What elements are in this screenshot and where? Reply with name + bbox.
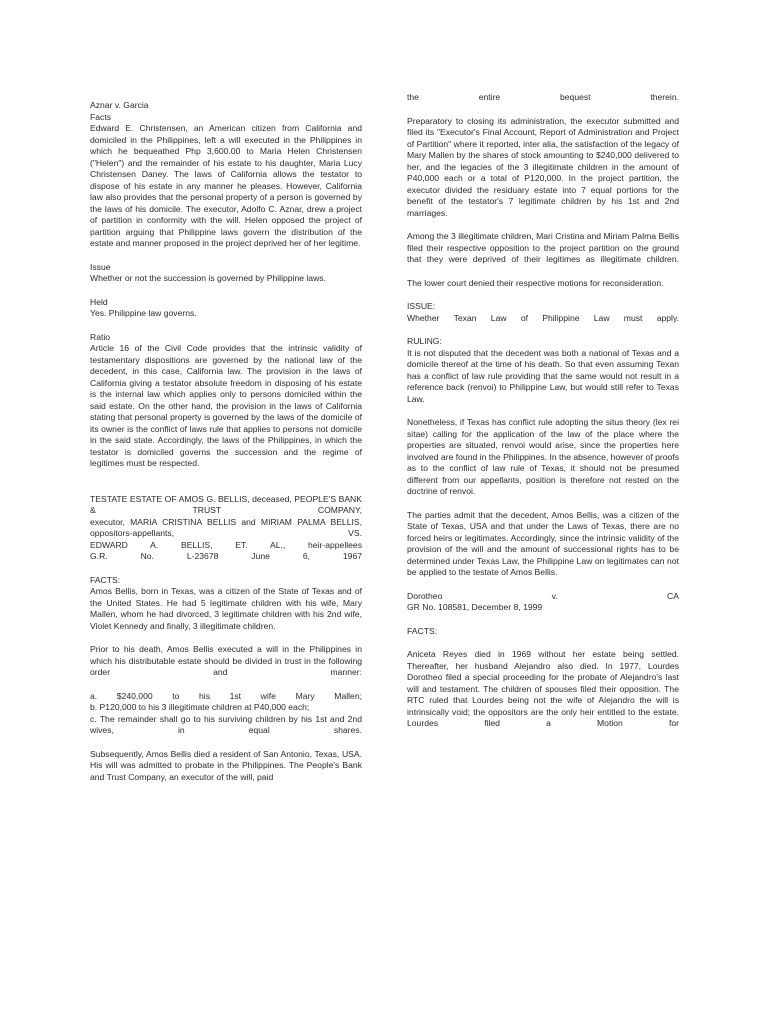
heading-ruling: RULING: xyxy=(407,336,442,346)
list-item-c: c. The remainder shall go to his surviving children by his 1st and 2nd wives, in equal shares. xyxy=(90,713,362,735)
list-item-b: b. P120,000 to his 3 illegitimate children at P40,000 each; xyxy=(90,702,310,712)
heading-held: Held xyxy=(90,296,108,307)
right-column xyxy=(407,92,679,730)
case-caption-line-4: G.R. No. L-23678 June 6, 1967 xyxy=(90,551,362,561)
paragraph-ruling-3: The parties admit that the decedent, Amos Bellis, was a citizen of the State of Texas, USA and that under the Laws of Texas, there are no forced heirs or legitimates. Accordingly, since the intrinsic validity of the provision of the will and the amount of successional rights has to be determined under Texas Law, the Philippine Law on legitimates can not be applied to the testate of Amos Bellis. xyxy=(407,509,679,577)
case-title-dorotheo: Dorotheo v. CA xyxy=(407,590,679,601)
paragraph-subsequently: Subsequently, Amos Bellis died a resident of San Antonio, Texas, USA. His will was admitted to probate in the Philippines. The People's Bank and Trust Company, an executor of the will, paid xyxy=(90,748,362,782)
paragraph-ruling-1: It is not disputed that the decedent was both a national of Texas and a domicile thereof at the time of his death. So that even assuming Texan has a conflict of law rule providing that the same would not result in a reference back (renvoi) to Philippine Law, but would still refer to Texas Law. xyxy=(407,347,679,404)
heading-facts: Facts xyxy=(90,111,112,122)
paragraph-ratio: Article 16 of the Civil Code provides that the intrinsic validity of testamentary dispositions are governed by the national law of the decedent, in this case, California law. The provision in the laws of California giving a testator absolute freedom in disposing of his estate is the internal law which applies only to persons domiciled within the said estate. On the other hand, the provision in the laws of California stating that personal property is governed by the laws of the domicile of its owner is the conflict of laws rule that applies to persons not domicile in the said state. Accordingly, the laws of the Philippines, in which the testator is domiciled governs the succession and the regime of legitimes must be respected. xyxy=(90,343,362,468)
paragraph-lower-court: The lower court denied their respective motions for reconsideration. xyxy=(407,277,664,288)
case-caption-line-3: EDWARD A. BELLIS, ET. AL., heir-appellees xyxy=(90,539,362,550)
paragraph-will-order: Prior to his death, Amos Bellis executed a will in the Philippines in which his distributable estate should be divided in trust in the following order and manner: xyxy=(90,644,362,677)
case-caption-line-1: TESTATE ESTATE OF AMOS G. BELLIS, deceased, PEOPLE'S BANK & TRUST COMPANY, xyxy=(90,493,362,515)
paragraph-dorotheo-facts: Aniceta Reyes died in 1969 without her estate being settled. Thereafter, her husband Alejandro also died. In 1977, Lourdes Dorotheo filed a special proceeding for the probate of Alejandro's last will and testament. The children of spouses filed their opposition. The RTC ruled that Lourdes being not the wife of Alejandro the will is intrinsically void; the oppositors are the only heir entitled to the estate. Lourdes filed a Motion for xyxy=(407,649,679,728)
left-column xyxy=(90,100,362,783)
paragraph-bellis-facts: Amos Bellis, born in Texas, was a citizen of the State of Texas and of the United States. He had 5 legitimate children with his wife, Mary Mallen, whom he had divorced, 3 legitimate children with his 2nd wife, Violet Kennedy and finally, 3 illegitimate children. xyxy=(90,586,362,631)
paragraph-ruling-2: Nonetheless, if Texas has conflict rule adopting the situs theory (lex rei sitae) calling for the application of the law of the place where the properties are situated, renvoi would arise, since the properties here involved are found in the Philippines. In the absence, however of proofs as to the conflict of law rule of Texas, it should not be presumed different from our appellants, position is therefore not rested on the doctrine of renvoi. xyxy=(407,417,679,496)
case-title-aznar: Aznar v. Garcia xyxy=(90,100,149,110)
heading-issue: Issue xyxy=(90,261,111,272)
paragraph-continued: the entire bequest therein. xyxy=(407,92,679,102)
list-item-a: a. $240,000 to his 1st wife Mary Mallen; xyxy=(90,690,362,701)
paragraph-preparatory: Preparatory to closing its administration, the executor submitted and filed its "Executor's Final Account, Report of Administration and Project of Partition" where it reported, inter alia, the satisfaction of the legacy of Mary Mallen by the shares of stock amounting to $240,000 delivered to her, and the legacies of the 3 illegitimate children in the amount of P40,000 each or a total of P120,000. In the project partition, the executor divided the residuary estate into 7 equal portions for the benefit of the testator's 7 legitimate children by his 1st and 2nd marriages. xyxy=(407,115,679,218)
case-gr-number: GR No. 108581, December 8, 1999 xyxy=(407,602,543,612)
paragraph-issue-bellis: Whether Texan Law of Philippine Law must apply. xyxy=(407,312,679,323)
paragraph-illegitimate-opposition: Among the 3 illegitimate children, Mari Cristina and Miriam Palma Bellis filed their respective opposition to the project partition on the ground that they were deprived of their legitimes as illegitimate children. xyxy=(407,231,679,264)
heading-facts-bellis: FACTS: xyxy=(90,574,121,585)
heading-issue-bellis: ISSUE: xyxy=(407,301,436,311)
paragraph-held: Yes. Philippine law governs. xyxy=(90,308,197,318)
paragraph-issue: Whether or not the succession is governed by Philippine laws. xyxy=(90,273,326,283)
heading-ratio: Ratio xyxy=(90,331,111,342)
case-caption-line-2: executor, MARIA CRISTINA BELLIS and MIRIAM PALMA BELLIS, oppositors-appellants, VS. xyxy=(90,516,362,538)
heading-facts-dorotheo: FACTS: xyxy=(407,625,438,636)
paragraph-facts: Edward E. Christensen, an American citizen from California and domiciled in the Philippines, left a will executed in the Philippines in which he bequeathed Php 3,600.00 to Maria Helen Christensen ("Helen") and the remainder of his estate to his daughter, Maria Lucy Christensen Daney. The laws of California allows the testator to dispose of his estate in any manner he pleases. However, California law also provides that the personal property of a person is governed by the laws of his domicile. The executor, Adolfo C. Aznar, drew a project of partition in conformity with the will. Helen opposed the project of partition arguing that Philippine laws govern the distribution of the estate and manner proposed in the project deprived her of her legitime. xyxy=(90,123,362,248)
